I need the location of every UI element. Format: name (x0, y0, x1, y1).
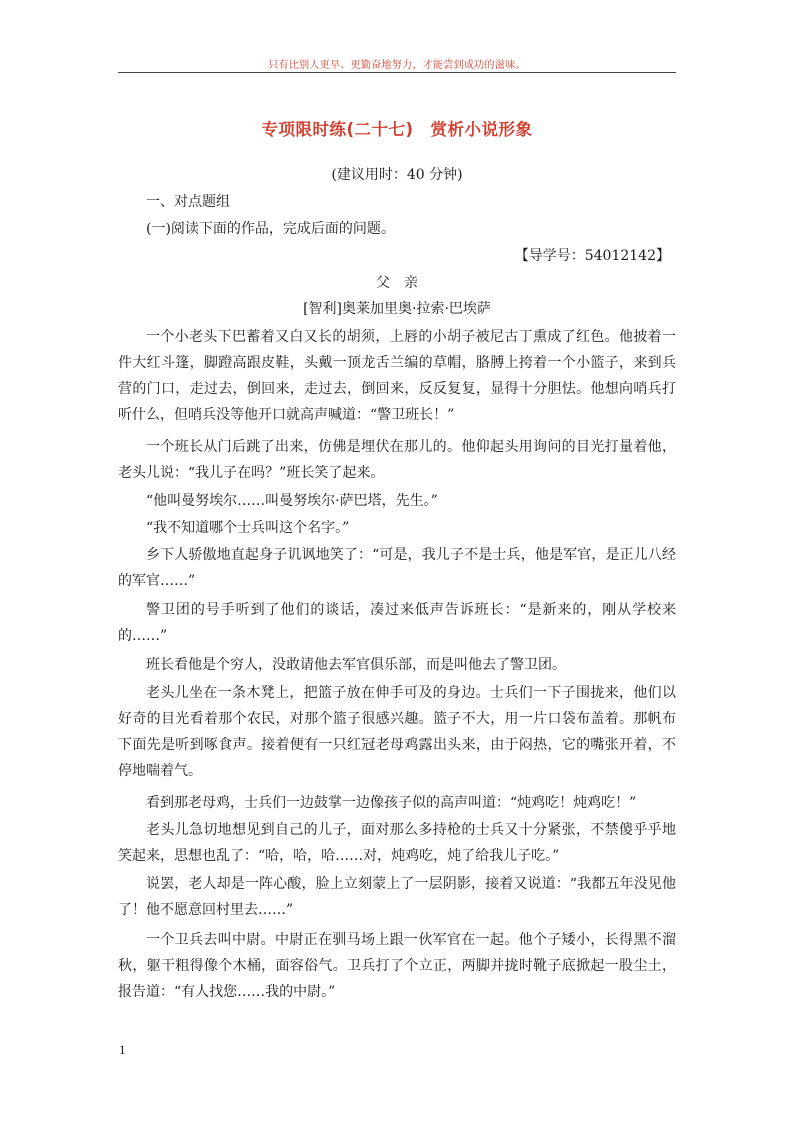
section-heading: 一、对点题组 (146, 194, 230, 210)
story-paragraph: 一个卫兵去叫中尉。中尉正在驯马场上跟一伙军官在一起。他个子矮小，长得黑不溜秋，躯干粗得像个木桶，面容俗气。卫兵打了个立正，两脚并拢时靴子底掀起一股尘土，报告道：“有人找您……我的中尉。” (118, 932, 676, 1000)
story-paragraph: 警卫团的号手听到了他们的谈话，凑过来低声告诉班长：“是新来的，刚从学校来的……” (118, 602, 676, 644)
story-title: 父 亲 (376, 275, 418, 291)
guide-number: 【导学号：54012142】 (514, 248, 670, 264)
story-author: [智利]奥莱加里奥·拉索·巴埃萨 (303, 301, 491, 317)
subsection-heading: (一)阅读下面的作品，完成后面的问题。 (146, 221, 395, 237)
page-title: 专项限时练(二十七) 赏析小说形象 (261, 120, 533, 139)
story-paragraph: “我不知道哪个士兵叫这个名字。” (146, 520, 350, 536)
story-paragraph: 一个班长从门后跳了出来，仿佛是埋伏在那儿的。他仰起头用询问的目光打量着他，老头儿说：“我儿子在吗？”班长笑了起来。 (118, 439, 676, 481)
suggested-time: (建议用时：40 分钟) (331, 167, 463, 183)
header-divider (118, 72, 676, 73)
story-paragraph: 班长看他是个穷人，没敢请他去军官俱乐部，而是叫他去了警卫团。 (146, 657, 566, 673)
story-paragraph: “他叫曼努埃尔……叫曼努埃尔·萨巴塔，先生。” (146, 493, 438, 509)
story-paragraph: 看到那老母鸡，士兵们一边鼓掌一边像孩子似的高声叫道：“炖鸡吃！炖鸡吃！” (146, 795, 637, 811)
story-paragraph: 乡下人骄傲地直起身子讥讽地笑了：“可是，我儿子不是士兵，他是军官，是正儿八经的军官……” (118, 547, 676, 589)
header-motto: 只有比别人更早、更勤奋地努力，才能尝到成功的滋味。 (268, 60, 526, 71)
story-paragraph: 说罢，老人却是一阵心酸，脸上立刻蒙上了一层阴影，接着又说道：“我都五年没见他了！他不愿意回村里去……” (118, 876, 676, 918)
story-paragraph: 一个小老头下巴蓄着又白又长的胡须，上唇的小胡子被尼古丁熏成了红色。他披着一件大红斗篷，脚蹬高跟皮鞋，头戴一顶龙舌兰编的草帽，胳膊上挎着一个小篮子，来到兵营的门口，走过去，倒回来，走过去，倒回来，反反复复，显得十分胆怯。他想向哨兵打听什么，但哨兵没等他开口就高声喊道：“警卫班长！” (118, 329, 676, 423)
story-paragraph: 老头儿坐在一条木凳上，把篮子放在伸手可及的身边。士兵们一下子围拢来，他们以好奇的目光看着那个农民，对那个篮子很感兴趣。篮子不大，用一片口袋布盖着。那帆布下面先是听到啄食声。接着便有一只红冠老母鸡露出头来，由于闷热，它的嘴张开着，不停地喘着气。 (118, 685, 676, 779)
page-number: 1 (119, 1042, 126, 1057)
story-paragraph: 老头儿急切地想见到自己的儿子，面对那么多持枪的士兵又十分紧张，不禁傻乎乎地笑起来，思想也乱了：“哈，哈，哈……对，炖鸡吃，炖了给我儿子吃。” (118, 822, 676, 864)
